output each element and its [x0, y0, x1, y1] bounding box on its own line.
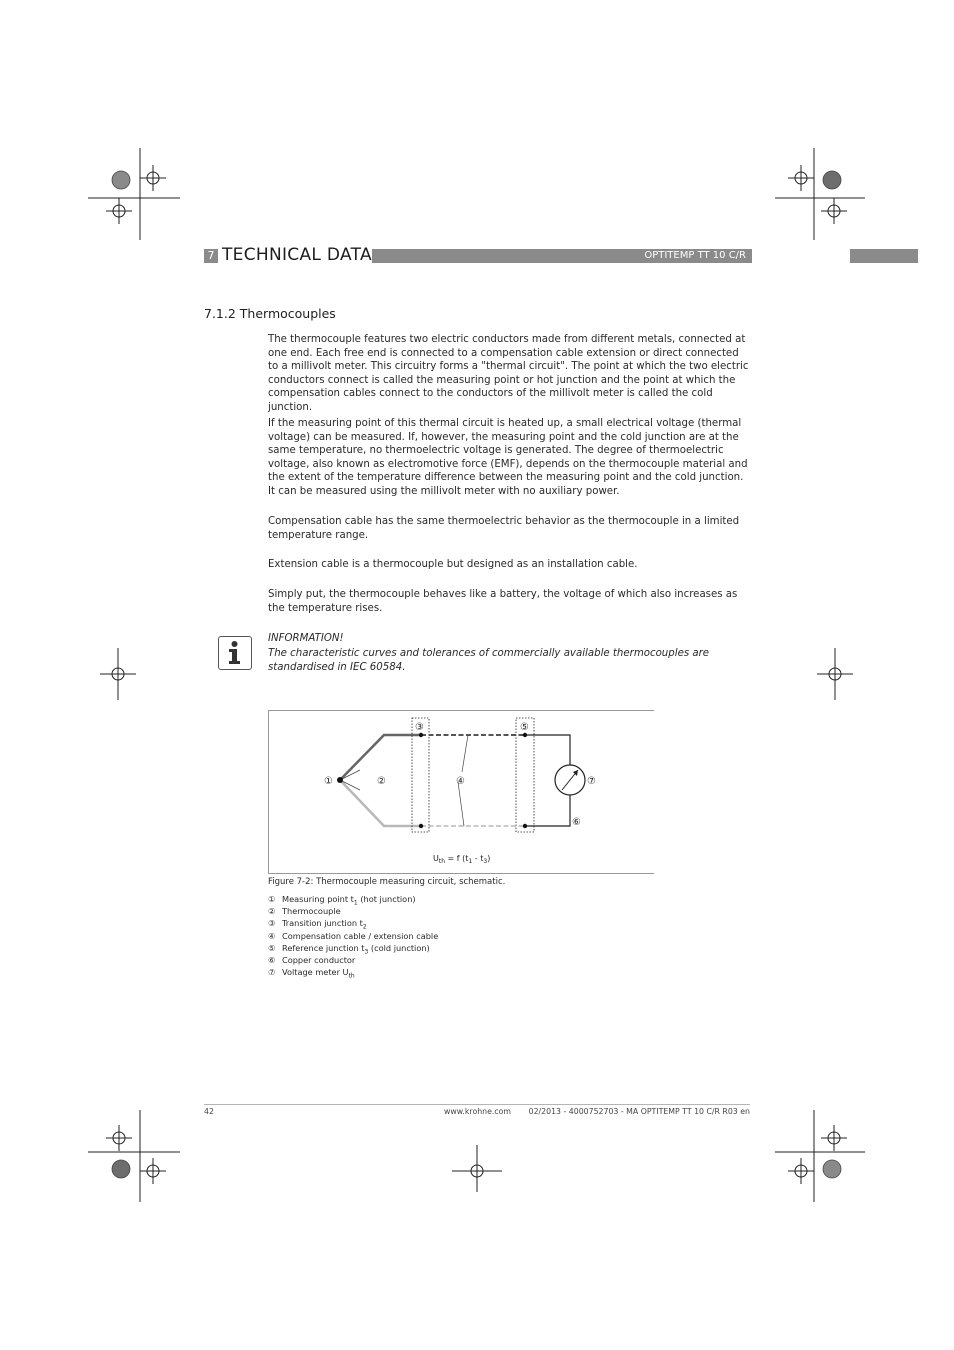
- voltage-formula: $U_{th} = f$ $(t_1 - t_3)$: [433, 854, 491, 865]
- paragraph: Compensation cable has the same thermoelectric behavior as the thermocouple in a limited temperature range.: [268, 516, 740, 541]
- legend-item: ② Thermocouple: [268, 906, 341, 917]
- figure-legend: [268, 893, 438, 978]
- legend-item: ⑦ Voltage meter $U_{th}$: [268, 967, 355, 980]
- legend-item: ⑥ Copper conductor: [268, 954, 356, 965]
- legend-item: ① Measuring point $t_1$ (hot junction): [268, 894, 416, 907]
- section-title: 7.1.2 Thermocouples: [204, 306, 336, 321]
- marker-5: ⑤: [520, 722, 529, 733]
- chapter-number: 7: [204, 249, 218, 263]
- marker-3: ③: [415, 722, 424, 733]
- legend-item: ⑤ Reference junction $t_3$ (cold junction): [268, 942, 430, 956]
- product-name: OPTITEMP TT 10 C/R: [644, 250, 746, 261]
- circuit-schematic: [268, 710, 654, 874]
- paragraph: The thermocouple features two electric conductors made from different metals, connected at one end. Each free end is connected to a compensation cable extension or direct connected to a millivolt meter. This circuitry forms a "thermal circuit". The point at which the two electric conductors connect is called the measuring point or hot junction and the point at which the compensation cables connect to the conductors of the millivolt meter is called the cold junction.: [268, 334, 749, 413]
- marker-4: ④: [456, 776, 465, 787]
- paragraph: If the measuring point of this thermal circuit is heated up, a small electrical voltage (thermal voltage) can be measured. If, however, the measuring point and the cold junction are at the same temperature, no thermoelectric voltage is generated. The degree of thermoelectric voltage, also known as electromotive force (EMF), depends on the thermocouple material and the extent of the temperature difference between the measuring point and the cold junction. It can be measured using the millivolt meter with no auxiliary power.: [268, 418, 748, 497]
- paragraph: Extension cable is a thermocouple but designed as an installation cable.: [268, 559, 638, 570]
- chapter-title: TECHNICAL DATA: [222, 245, 372, 265]
- marker-2: ②: [377, 776, 386, 787]
- header-tab: [850, 249, 918, 263]
- legend-item: ③ Transition junction $t_2$: [268, 918, 367, 932]
- footer-rule: [204, 1104, 750, 1105]
- footer-url: www.krohne.com: [444, 1107, 512, 1116]
- information-icon: [218, 636, 252, 670]
- marker-1: ①: [324, 776, 333, 787]
- info-title: INFORMATION!: [268, 633, 344, 644]
- figure-caption: Figure 7-2: Thermocouple measuring circuit, schematic.: [268, 877, 506, 887]
- thermocouple-circuit-figure: [268, 710, 654, 874]
- page-number: 42: [204, 1107, 214, 1116]
- info-text: The characteristic curves and tolerances of commercially available thermocouples are standardised in IEC 60584.: [268, 648, 710, 673]
- marker-7: ⑦: [587, 776, 596, 787]
- footer-doc-id: 02/2013 - 4000752703 - MA OPTITEMP TT 10 C/R R03 en: [528, 1107, 750, 1116]
- legend-item: ④ Compensation cable / extension cable: [268, 930, 439, 941]
- marker-6: ⑥: [572, 817, 581, 828]
- paragraph: Simply put, the thermocouple behaves like a battery, the voltage of which also increases as the temperature rises.: [268, 589, 738, 614]
